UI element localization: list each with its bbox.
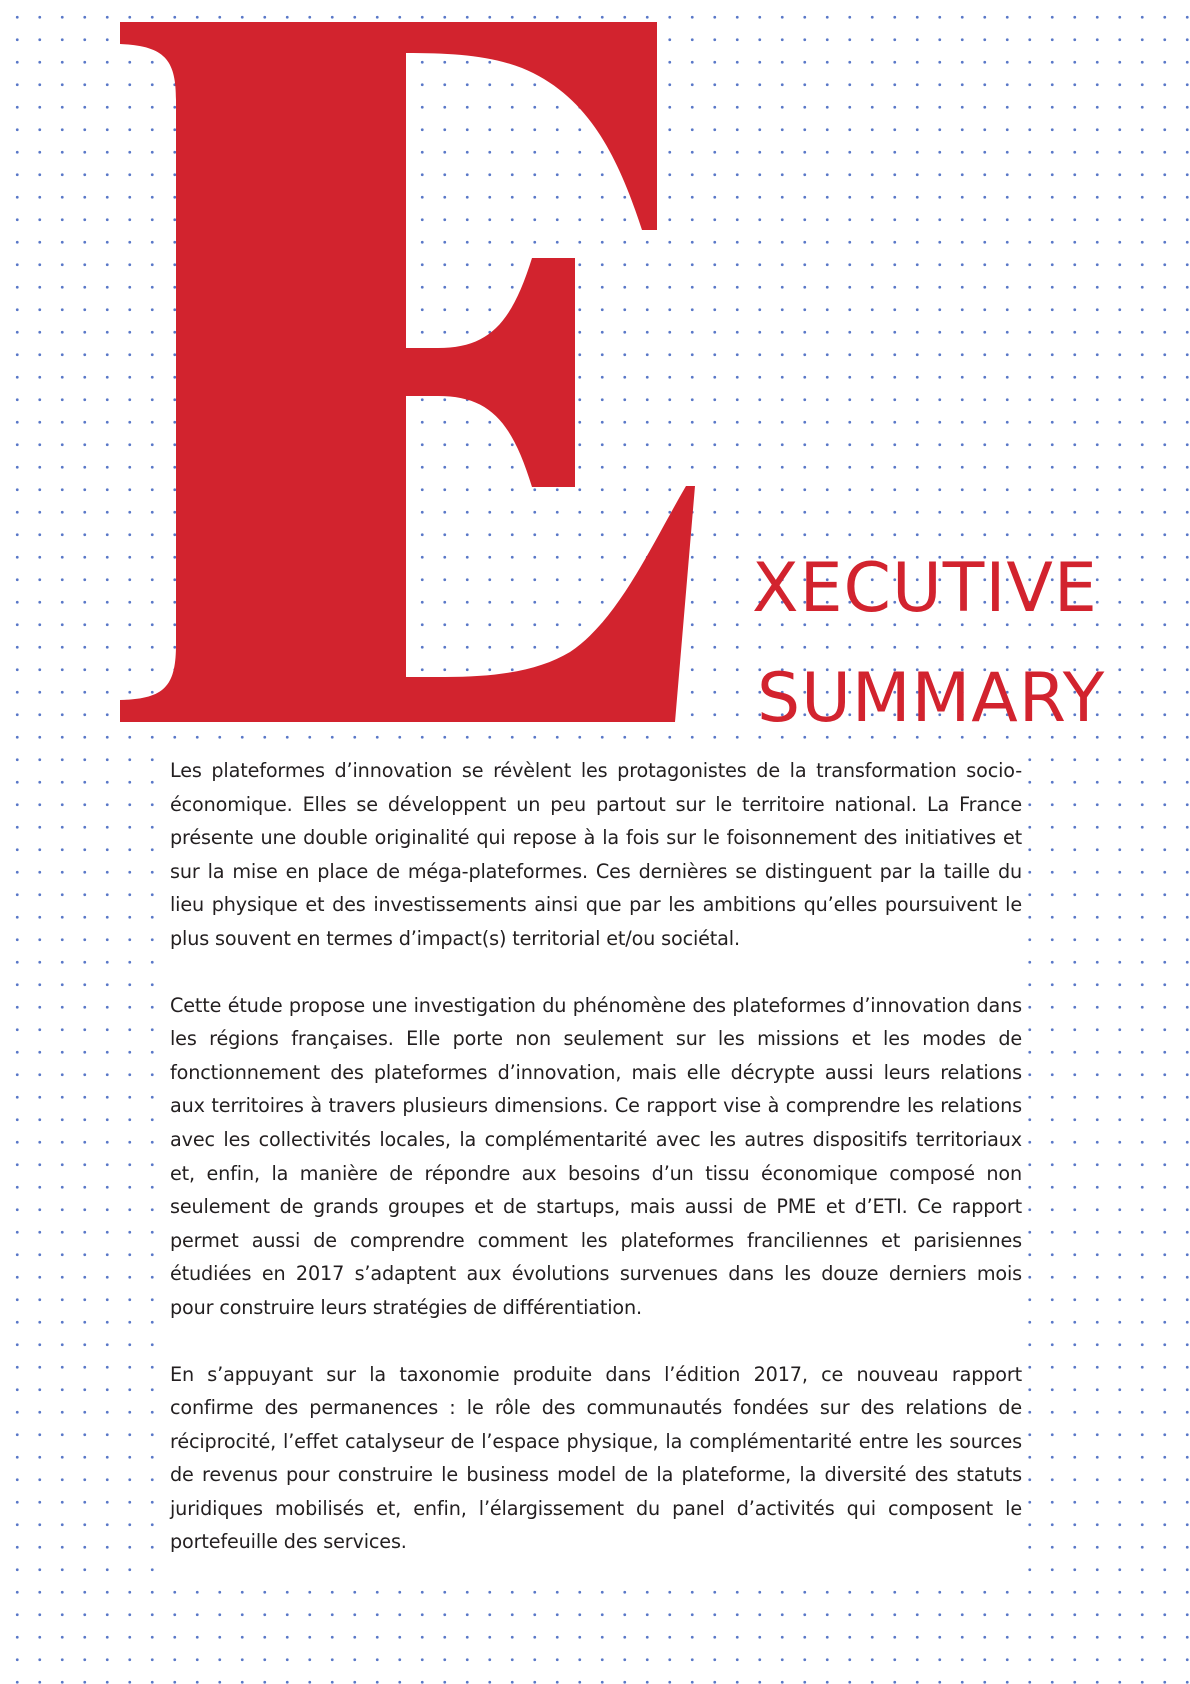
title-line-summary: SUMMARY [757, 659, 1106, 738]
title-initial-letter [120, 22, 750, 722]
title-line-executive: XECUTIVE [752, 549, 1098, 628]
summary-paragraph-1: Les plateformes d’innovation se révèlent les protagonistes de la transformation socio-économique. Elles se développent un peu partout sur le territoire national. La France présente une double originalité qui repose à la fois sur le foisonnement des initiatives et sur la mise en place de méga-plateformes. Ces dernières se distinguent par la taille du lieu physique et des investissements ainsi que par les ambitions qu’elles poursuivent le plus souvent en termes d’impact(s) territorial et/ou sociétal. [170, 759, 1022, 950]
summary-paragraph-2: Cette étude propose une investigation du phénomène des plateformes d’innovation dans les régions françaises. Elle porte non seulement sur les missions et les modes de fonctionnement des plateformes d’innovation, mais elle décrypte aussi leurs relations aux territoires à travers plusieurs dimensions. Ce rapport vise à comprendre les relations avec les collectivités locales, la complémentarité avec les autres dispositifs territoriaux et, enfin, la manière de répondre aux besoins d’un tissu économique composé non seulement de grands groupes et de startups, mais aussi de PME et d’ETI. Ce rapport permet aussi de comprendre comment les plateformes franciliennes et parisiennes étudiées en 2017 s’adaptent aux évolutions survenues dans les douze derniers mois pour construire leurs stratégies de différentiation. [170, 993, 1022, 1319]
summary-body [160, 752, 1028, 1573]
summary-paragraph-3: En s’appuyant sur la taxonomie produite dans l’édition 2017, ce nouveau rapport confirme des permanences : le rôle des communautés fondées sur des relations de réciprocité, l’effet catalyseur de l’espace physique, la complémentarité entre les sources de revenus pour construire le business model de la plateforme, la diversité des statuts juridiques mobilisés et, enfin, l’élargissement du panel d’activités qui composent le portefeuille des services. [170, 1362, 1022, 1554]
